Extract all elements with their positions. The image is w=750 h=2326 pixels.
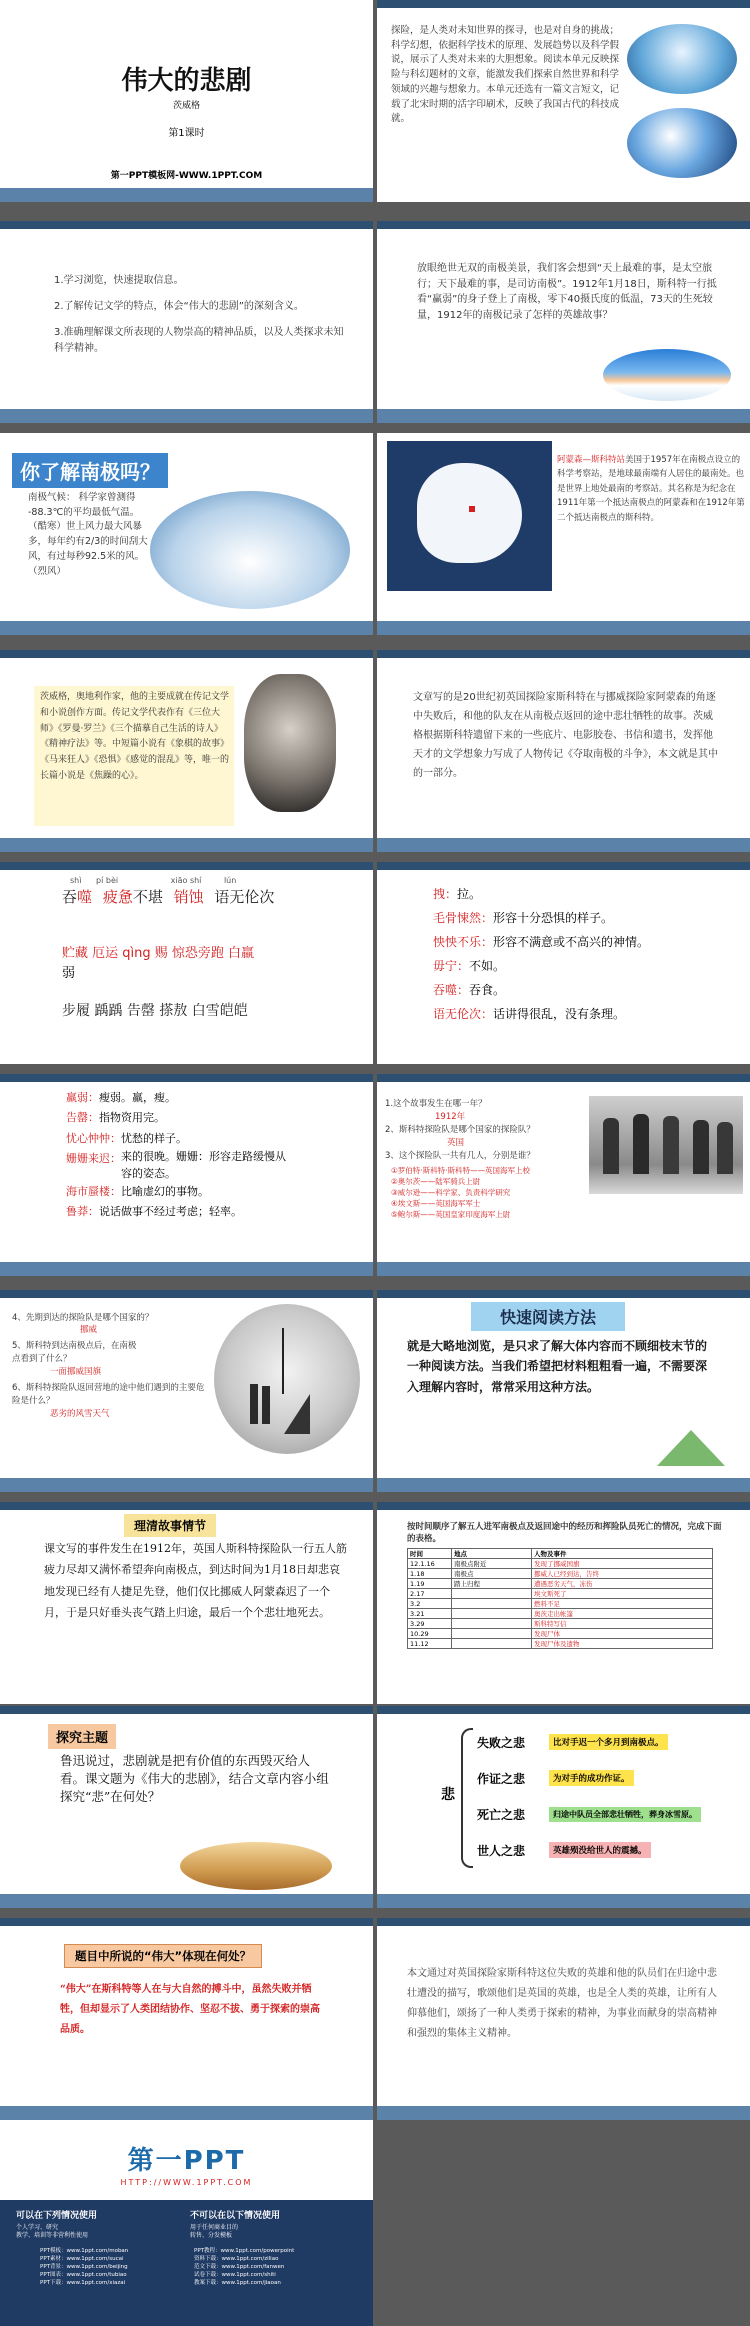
meaning-word: 毛骨悚然： [433,911,494,925]
table-cell: 2.17 [408,1589,452,1599]
table-cell: 燃料不足 [532,1599,713,1609]
slide-bottom-bar [0,1262,373,1276]
vocab-row-2: 贮藏 厄运 qìng 赐 惊恐旁跑 白羸 [62,946,255,961]
slide-top-bar [377,1074,750,1082]
table-cell: 1.19 [408,1579,452,1589]
explorer-figure [717,1122,733,1174]
info-panel [0,2200,373,2326]
south-pole-photo-image [214,1304,360,1454]
goal-3: 3.准确理解课文所表现的人物崇高的精神品质，以及人类探求未知科学精神。 [54,327,344,354]
greatness-title: 题目中所说的“伟大”体现在何处？ [64,1944,262,1968]
meaning-item [66,1108,366,1128]
slide-bottom-bar [0,838,373,852]
tragedy-key: 死亡之悲 [477,1807,526,1822]
meaning-list [433,882,743,1026]
slide-goals [0,221,373,423]
brand-logo: 第一PPT [127,2146,246,2176]
slide-conclusion [377,1918,750,2120]
disallowed-item: 用于任何商业目的 [190,2224,239,2231]
slide-fast-reading [377,1290,750,1492]
slide-bottom-bar [377,1478,750,1492]
period: 第1课时 [168,128,205,139]
author-portrait-image [244,674,336,812]
table-cell: 发现了挪威国旗 [532,1559,713,1569]
slide-bottom-bar [377,1894,750,1908]
footer-text: 第一PPT模板网-WWW.1PPT.COM [110,171,263,181]
antarctica-facts: 南极气候： 科学家曾测得 -88.3℃的平均最低气温。（酷寒）世上风力最大风暴多，每年约有2/3的时间刮大风，有过每秒92.5米的风。（烈风） [28,492,148,577]
antarctica-landmass [417,463,522,563]
answer-5: 一面挪威国旗 [50,1367,102,1377]
slide-station [377,433,750,635]
answer-item: ②奥尔茨——陆军骑兵上尉 [391,1176,481,1186]
answer-item: ③威尔逊——科学家、负责科学研究 [391,1187,511,1197]
desert-image [180,1842,332,1890]
vocab-word: 不堪 [132,888,163,906]
station-desc: 美国于1957年在南极点设立的科学考察站，是地球最南端有人居住的最南处。也是世界上地处最南的考察站。其名称是为纪念在1911年第一个抵达南极点的阿蒙森和在1912年第二个抵达南极点的斯科特。 [557,455,745,523]
vocab-word: 疲惫 [102,888,133,906]
slide-top-bar [0,1918,373,1926]
table-row [408,1639,713,1649]
table-cell [452,1589,532,1599]
table-cell: 遭遇恶劣天气，冻伤 [532,1579,713,1589]
table-row [408,1589,713,1599]
slide-title-text: 伟大的悲剧 [121,66,252,96]
meaning-word: 吞噬： [433,983,470,997]
table-cell: 发现尸体及遗物 [532,1639,713,1649]
slide-top-bar [377,0,750,8]
table-row [408,1579,713,1589]
goal-2: 2.了解传记文学的特点，体会“伟大的悲剧”的深刻含义。 [54,301,304,312]
fast-reading-title: 快速阅读方法 [471,1302,625,1331]
table-header-row [408,1549,713,1559]
slide-antarctic-intro [377,221,750,423]
disallowed-title: 不可以在以下情况使用 [190,2211,281,2221]
slide-bottom-bar [0,1894,373,1908]
meaning-def: 来的很晚。姗姗：形容走路缓慢从容的姿态。 [121,1150,286,1180]
table-cell: 南极点 [452,1569,532,1579]
link-list-left [40,2248,128,2288]
slide-top-bar [0,862,373,870]
tragedy-item [477,1724,747,1760]
explorer-figure [603,1118,619,1174]
iceberg-image [627,24,737,94]
tragedy-key: 世人之悲 [477,1843,526,1858]
meaning-item [66,1202,366,1222]
table-cell: 1.18 [408,1569,452,1579]
meaning-def: 吞食。 [469,983,506,997]
meaning-def: 拉。 [457,887,482,901]
table-cell: 12.1.16 [408,1559,452,1569]
slide-bottom-bar [377,409,750,423]
meaning-word: 怏怏不乐： [433,935,494,949]
disallowed-item: 转售、分发模板 [190,2232,233,2239]
vocab-word: 语无伦次 [214,888,275,906]
table-cell: 踏上归程 [452,1579,532,1589]
answer-2: 英国 [447,1138,465,1148]
table-header: 时间 [408,1549,452,1559]
slide-top-bar [377,1502,750,1510]
antarctica-map-image [387,441,552,591]
allowed-item: 教学、培训等非营利性使用 [16,2232,89,2239]
timeline-table [407,1548,713,1649]
link-item[interactable]: PPT素材：www.1ppt.com/sucai [40,2255,124,2262]
tragedy-item [477,1832,747,1868]
link-item[interactable]: 资料下载：www.1ppt.com/ziliao [194,2255,279,2262]
explorer-figure [633,1114,649,1174]
table-row [408,1569,713,1579]
slide-template-info [0,2120,373,2326]
slide-word-meanings-1 [377,862,750,1064]
table-header: 地点 [452,1549,532,1559]
table-cell: 3.2 [408,1599,452,1609]
link-item[interactable]: 范文下载：www.1ppt.com/fanwen [194,2263,285,2270]
slide-summary [377,650,750,852]
tragedy-key: 作证之悲 [477,1771,526,1786]
slide-bottom-bar [0,2106,373,2120]
section-title: 你了解南极吗？ [12,453,168,488]
link-item[interactable]: 教案下载：www.1ppt.com/jiaoan [194,2279,281,2286]
slide-bottom-bar [377,2106,750,2120]
answer-4: 挪威 [80,1325,98,1335]
link-item[interactable]: PPT下载：www.1ppt.com/xiazai [40,2279,126,2286]
explore-text: 鲁迅说过，悲剧就是把有价值的东西毁灭给人看。课文题为《伟大的悲剧》，结合文章内容小组探究“悲”在何处？ [60,1753,329,1805]
explorer-figure [663,1116,679,1174]
pinyin: lún [223,876,237,885]
allowed-item: 个人学习、研究 [16,2224,59,2231]
vocab-row-1 [62,886,362,907]
link-item[interactable]: PPT背景：www.1ppt.com/beijing [40,2263,128,2270]
table-cell: 3.29 [408,1619,452,1629]
slide-bottom-bar [0,409,373,423]
flag-pole-icon [282,1328,284,1394]
meaning-word: 忧心忡忡： [66,1131,121,1145]
slide-intro [377,0,750,202]
conclusion-text: 本文通过对英国探险家斯科特这位失败的英雄和他的队员们在归途中悲壮遭没的描写，歌颂他们是英国的英雄，也是全人类的英雄，让所有人仰慕他们，颂扬了一种人类勇于探索的精神，为事业而献身的崇高精神和强烈的集体主义精神。 [407,1968,717,2039]
slide-questions-1 [377,1074,750,1276]
meaning-def: 指物资用完。 [99,1111,165,1125]
tragedy-list [477,1724,747,1868]
question-4: 4、先期到达的探险队是哪个国家的？ [12,1313,154,1323]
meaning-def: 不如。 [469,959,506,973]
vocab-pinyin-row-1 [70,876,370,885]
intro-text: 探险，是人类对未知世界的探寻，也是对自身的挑战；科学幻想，依据科学技术的原理、发展趋势以及科学假说，展示了人类对未来的大胆想象。阅读本单元反映探险与科幻题材的文章，能激发我们探索自然世界和科学领域的兴趣与想象力。本单元还选有一篇文言短文，记载了北宋时期的活字印刷术，反映了我国古代的科技成就。 [391,25,620,125]
station-text [557,453,745,525]
plot-text: 课文写的事件发生在1912年，英国人斯科特探险队一行五人筋疲力尽却又满怀希望奔向南极点，到达时间为1月18日却悲哀地发现已经有人捷足先登，他们仅比挪威人阿蒙森迟了一个月，于是只好垂头丧气踏上归途，最后一个个悲壮地死去。 [44,1542,347,1620]
meaning-item [433,1002,743,1026]
slide-top-bar [0,1074,373,1082]
meaning-item [433,906,743,930]
question-5: 5、斯科特到达南极点后，在南极点看到了什么？ [12,1341,137,1365]
question-6: 6、斯科特探险队返回营地的途中他们遇到的主要危险是什么？ [12,1383,205,1407]
meaning-item [66,1129,366,1149]
slide-top-bar [377,650,750,658]
table-cell: 3.21 [408,1609,452,1619]
table-cell: 奥茨走出帐篷 [532,1609,713,1619]
table-header: 人物及事件 [532,1549,713,1559]
pinyin: shì [70,876,82,885]
meaning-word: 鲁莽： [66,1205,99,1219]
explorer-figure [250,1384,258,1424]
table-cell [452,1609,532,1619]
author-text: 茨威格，奥地利作家，他的主要成就在传记文学和小说创作方面。传记文学代表作有《三位大师》《罗曼·罗兰》《三个描摹自己生活的诗人》《精神疗法》等。中短篇小说有《象棋的故事》《马来狂人》《恐惧》《感觉的混乱》等，唯一的长篇小说是《焦躁的心》。 [40,692,230,781]
pinyin: pí bèi [96,876,119,885]
vocab-prefix: 吞 [62,888,78,906]
meaning-item [66,1149,366,1182]
slide-top-bar [377,1290,750,1298]
link-item[interactable]: PPT教程：www.1ppt.com/powerpoint [194,2248,295,2254]
slide-author [0,650,373,852]
table-cell: 南极点附近 [452,1559,532,1569]
slide-top-bar [0,1706,373,1714]
table-row [408,1619,713,1629]
goal-1: 1.学习浏览，快速提取信息。 [54,275,184,286]
tragedy-item [477,1796,747,1832]
slide-vocabulary [0,862,373,1064]
vocab-word: 噬 [77,888,93,906]
slide-top-bar [0,221,373,229]
tragedy-value: 为对手的成功作证。 [549,1770,634,1786]
tragedy-value: 比对手迟一个多月到南极点。 [549,1734,668,1750]
meaning-item [433,882,743,906]
tent-icon [284,1394,310,1434]
meaning-word: 毋宁： [433,959,470,973]
tragedy-bracket [461,1728,473,1868]
meaning-word: 海市蜃楼： [66,1185,121,1199]
answer-1: 1912年 [435,1112,466,1122]
table-cell: 发现尸体 [532,1629,713,1639]
slide-top-bar [377,1706,750,1714]
explorer-figure [693,1120,709,1174]
slide-questions-2 [0,1290,373,1492]
table-cell: 10.29 [408,1629,452,1639]
slide-bottom-bar [0,188,373,202]
meaning-def: 说话做事不经过考虑；轻率。 [99,1205,242,1219]
table-row [408,1559,713,1569]
table-cell: 11.12 [408,1639,452,1649]
table-intro: 按时间顺序了解五人进军南极点及返回途中的经历和挥险队员死亡的情况，完成下面的表格。 [407,1522,722,1544]
greatness-text: “伟大”在斯科特等人在与大自然的搏斗中，虽然失败并牺牲，但却显示了人类团结协作、坚忍不拔、勇于探索的崇高品质。 [60,1984,320,2035]
table-row [408,1609,713,1619]
slide-know-antarctica [0,433,373,635]
link-list-right [194,2248,294,2288]
slide-top-bar [0,650,373,658]
meaning-word: 姗姗来迟： [66,1152,121,1166]
slide-top-bar [0,1502,373,1510]
tree-icon [657,1430,725,1466]
meaning-def: 形容十分恐惧的样子。 [493,911,614,925]
table-cell [452,1619,532,1629]
allowed-title: 可以在下列情况使用 [16,2211,98,2221]
tragedy-key: 失败之悲 [477,1735,526,1750]
meaning-def: 形容不满意或不高兴的神情。 [493,935,650,949]
table-cell [452,1599,532,1609]
slide-top-bar [377,221,750,229]
pinyin: xiāo shí [170,876,202,885]
author: 茨威格 [172,101,200,111]
table-cell [452,1639,532,1649]
slide-bottom-bar [0,621,373,635]
astronaut-image [627,108,737,178]
meaning-item [66,1182,366,1202]
slide-bottom-bar [0,1478,373,1492]
link-item[interactable]: PPT图表：www.1ppt.com/tubiao [40,2271,127,2278]
table-cell [452,1629,532,1639]
meaning-def: 比喻虚幻的事物。 [121,1185,209,1199]
link-item[interactable]: 试卷下载：www.1ppt.com/shiti [194,2271,276,2278]
answer-item: ①罗伯特·斯科特·斯科特——英国海军上校 [391,1166,530,1175]
meaning-list [66,1088,366,1223]
question-2: 2、斯科特探险队是哪个国家的探险队？ [385,1125,535,1135]
slide-word-meanings-2 [0,1074,373,1276]
tragedy-value: 英雄殒没给世人的震撼。 [549,1842,651,1858]
antarctic-sunset-image [603,349,731,401]
slide-bottom-bar [377,1262,750,1276]
antarctic-text: 放眼绝世无双的南极美景，我们客会想到“天上最难的事，是太空旅行；天下最难的事，是司访南极”。1912年1月18日，斯科特一行抵看“赢弱”的身子登上了南极，零下40摄氏度的低温，73天的生死较量，1912年的南极记录了怎样的英雄故事？ [417,263,717,321]
table-cell: 斯科特写信 [532,1619,713,1629]
expedition-photo-image [589,1096,743,1194]
slide-greatness [0,1918,373,2120]
table-cell: 挪威人已经到达，告终 [532,1569,713,1579]
summary-text: 文章写的是20世纪初英国探险家斯科特在与挪威探险家阿蒙森的角逐中失败后，和他的队友在从南极点返回的途中悲壮牺牲的故事。茨威格根据斯科特遗留下来的一些底片、电影胶卷、书信和遗书，发挥他天才的文学想象力写成了人物传记《夺取南极的斗争》，本文就是其中的一部分。 [413,692,718,779]
meaning-word: 语无伦次： [433,1007,494,1021]
slide-title [0,0,373,202]
meaning-word: 拽： [433,887,458,901]
question-3: 3、这个探险队一共有几人，分别是谁？ [385,1151,535,1161]
vocab-word: 销蚀 [173,888,204,906]
explorer-figure [262,1386,270,1424]
slide-timeline-table [377,1502,750,1704]
vocab-row-3: 步履 踽踽 告罄 搽敖 白雪皑皑 [62,1003,248,1019]
tragedy-item [477,1760,747,1796]
answer-list [391,1166,530,1220]
slide-plot [0,1502,373,1704]
tragedy-value: 归途中队员全部悲壮牺牲，葬身冰雪原。 [549,1807,701,1822]
slide-explore-theme [0,1706,373,1908]
slide-top-bar [0,1290,373,1298]
plot-title: 理清故事情节 [124,1514,216,1537]
meaning-def: 忧愁的样子。 [121,1131,187,1145]
brand-url[interactable]: HTTP://WWW.1PPT.COM [120,2178,253,2187]
meaning-word: 羸弱： [66,1091,99,1104]
vocab-row-2-suffix: 弱 [62,966,76,981]
slide-bottom-bar [377,621,750,635]
tragedy-label: 悲 [441,1787,455,1803]
station-name: 阿蒙森—斯科特站 [557,455,626,465]
meaning-item [66,1088,366,1108]
slide-top-bar [377,862,750,870]
answer-item: ④埃文斯——英国海军军士 [391,1198,481,1208]
meaning-item [433,930,743,954]
table-row [408,1629,713,1639]
meaning-item [433,954,743,978]
question-1: 1.这个故事发生在哪一年？ [385,1099,487,1109]
answer-6: 恶劣的风雪天气 [50,1409,110,1419]
slide-tragedy-aspects [377,1706,750,1908]
meaning-def: 瘦弱。羸，瘦。 [99,1091,176,1104]
table-cell: 埃文斯死了 [532,1589,713,1599]
slide-top-bar [377,1918,750,1926]
meaning-word: 告罄： [66,1111,99,1125]
answer-item: ⑤鲍尔斯——英国皇家印度海军上尉 [391,1209,511,1219]
meaning-item [433,978,743,1002]
explore-title: 探究主题 [48,1724,116,1749]
station-marker-icon [469,506,475,512]
ice-sea-image [150,491,350,609]
table-row [408,1599,713,1609]
fast-reading-text: 就是大略地浏览，是只求了解大体内容而不顾细枝末节的一种阅读方法。当我们希望把材料粗粗看一遍，不需要深入理解内容时，常常采用这种方法。 [407,1339,708,1394]
meaning-def: 话讲得很乱，没有条理。 [493,1007,626,1021]
slide-bottom-bar [377,838,750,852]
link-item[interactable]: PPT模板：www.1ppt.com/moban [40,2248,129,2254]
